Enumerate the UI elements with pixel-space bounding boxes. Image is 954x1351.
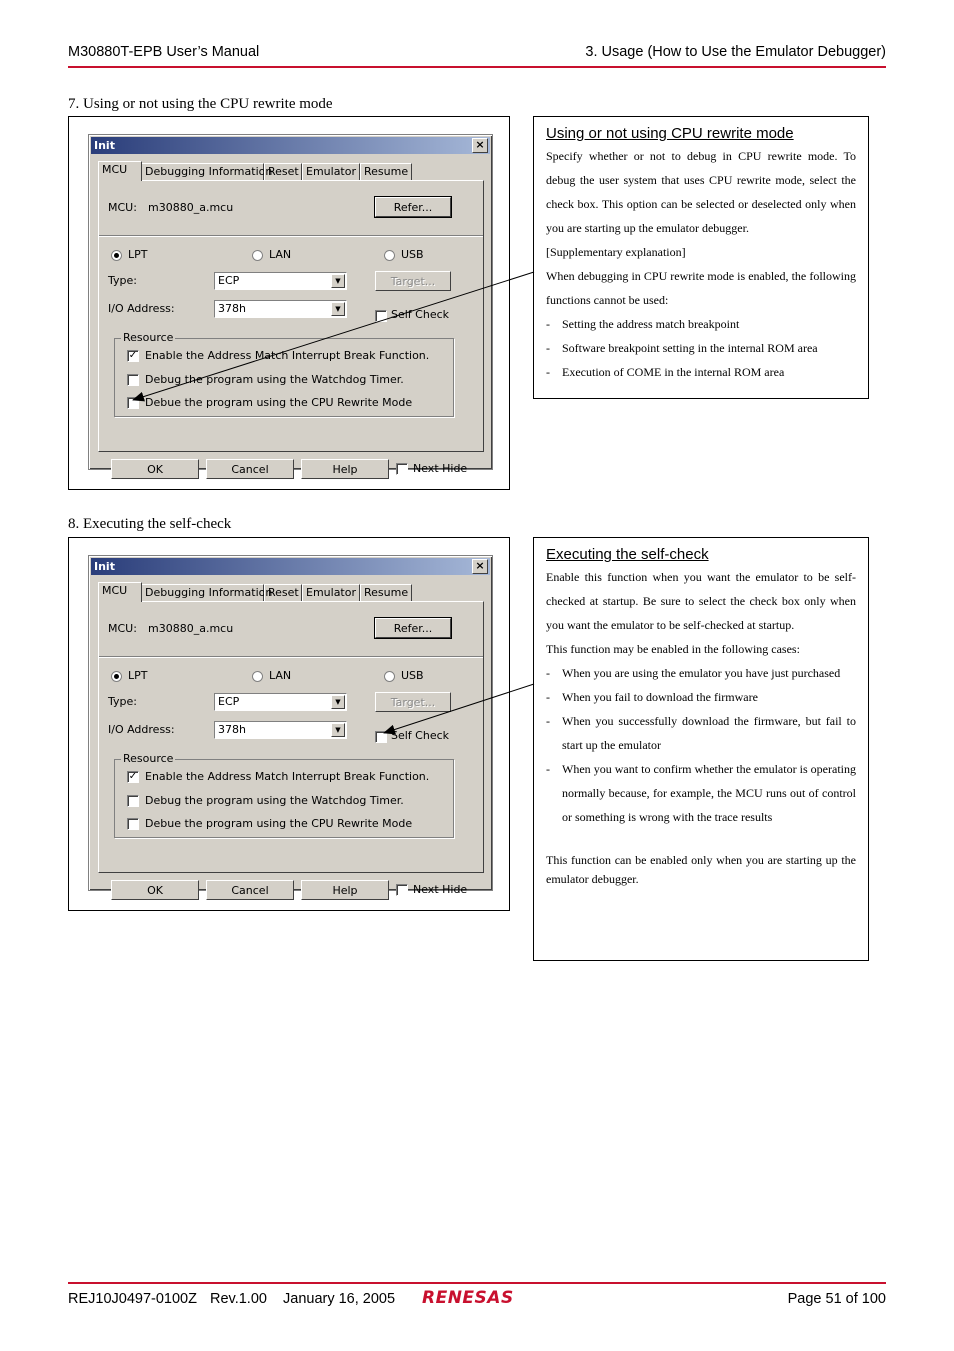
list-dash: - xyxy=(546,341,550,355)
radio-lan-label: LAN xyxy=(269,669,292,682)
list-dash: - xyxy=(546,317,550,331)
list-item-text: Software breakpoint setting in the internal ROM area xyxy=(562,341,818,355)
dialog-title: Init xyxy=(94,139,115,152)
radio-lpt-label: LPT xyxy=(128,669,148,682)
section-title-cpu-rewrite: 7. Using or not using the CPU rewrite mode xyxy=(68,96,333,112)
mcu-label: MCU: xyxy=(108,201,137,214)
list-dash: - xyxy=(546,666,550,680)
cpu-rewrite-label: Debue the program using the CPU Rewrite Mode xyxy=(145,396,413,409)
target-button[interactable]: Target... xyxy=(375,271,451,291)
io-address-value: 378h xyxy=(218,302,246,315)
desc-body: Enable this function when you want the emulator to be self-checked at startup. Be sure to select the check box only when you want the emulator to be self-checked at startup. xyxy=(546,570,856,632)
address-match-checkbox[interactable]: ✓ xyxy=(128,350,138,361)
tab-mcu[interactable]: MCU xyxy=(98,582,142,602)
desc-title: Executing the self-check xyxy=(546,546,709,563)
type-label: Type: xyxy=(108,274,137,287)
list-item-text: When you fail to download the firmware xyxy=(562,690,758,704)
io-address-label: I/O Address: xyxy=(108,723,175,736)
ok-button[interactable]: OK xyxy=(111,880,199,900)
radio-usb-label: USB xyxy=(401,669,424,682)
section-title-self-check: 8. Executing the self-check xyxy=(68,516,232,532)
address-match-label: Enable the Address Match Interrupt Break Function. xyxy=(145,349,430,362)
tab-resume[interactable]: Resume xyxy=(360,584,412,601)
ok-button[interactable]: OK xyxy=(111,459,199,479)
close-icon[interactable]: × xyxy=(472,559,488,574)
radio-usb-label: USB xyxy=(401,248,424,261)
type-select-value: ECP xyxy=(218,274,240,287)
arrow-to-self-check-checkbox xyxy=(384,684,534,733)
cpu-rewrite-label: Debue the program using the CPU Rewrite Mode xyxy=(145,817,413,830)
type-label: Type: xyxy=(108,695,137,708)
chevron-down-icon[interactable]: ▼ xyxy=(331,695,345,709)
list-dash: - xyxy=(546,714,550,728)
chevron-down-icon[interactable]: ▼ xyxy=(331,723,345,737)
list-dash: - xyxy=(546,365,550,379)
note: This function can be enabled only when you are starting up the emulator debugger. xyxy=(546,853,856,886)
io-address-label: I/O Address: xyxy=(108,302,175,315)
mcu-file-value: m30880_a.mcu xyxy=(148,622,234,635)
list-dash: - xyxy=(546,762,550,776)
refer-button[interactable]: Refer... xyxy=(375,197,451,217)
tab-emulator[interactable]: Emulator xyxy=(302,584,360,601)
watchdog-label: Debug the program using the Watchdog Timer. xyxy=(145,794,404,807)
header-chapter-title: 3. Usage (How to Use the Emulator Debugger) xyxy=(585,44,886,60)
supplementary-heading: [Supplementary explanation] xyxy=(546,245,686,259)
footer-page-number: Page 51 of 100 xyxy=(787,1291,886,1307)
list-item-text: When you want to confirm whether the emulator is operating normally because, for example, the MCU runs out of control or something is wrong with the trace results xyxy=(562,762,856,824)
next-hide-label: Next Hide xyxy=(413,462,468,475)
address-match-label: Enable the Address Match Interrupt Break Function. xyxy=(145,770,430,783)
desc-body: Specify whether or not to debug in CPU rewrite mode. To debug the user system that uses CPU rewrite mode, select the check box. This option can be selected or deselected only when you are starting up the emulator debugger. xyxy=(546,149,856,235)
tab-mcu[interactable]: MCU xyxy=(98,161,142,181)
self-check-label: Self Check xyxy=(391,308,450,321)
next-hide-label: Next Hide xyxy=(413,883,468,896)
list-item-text: Execution of COME in the internal ROM area xyxy=(562,365,785,379)
list-item-text: When you successfully download the firmware, but fail to start up the emulator xyxy=(562,714,856,752)
tab-debugging-information[interactable]: Debugging Information xyxy=(141,163,264,180)
mcu-label: MCU: xyxy=(108,622,137,635)
help-button[interactable]: Help xyxy=(301,880,389,900)
supplementary-body: When debugging in CPU rewrite mode is enabled, the following functions cannot be used: xyxy=(546,269,856,307)
help-button[interactable]: Help xyxy=(301,459,389,479)
desc-title: Using or not using CPU rewrite mode xyxy=(546,125,794,142)
radio-lpt-label: LPT xyxy=(128,248,148,261)
type-select-value: ECP xyxy=(218,695,240,708)
self-check-label: Self Check xyxy=(391,729,450,742)
list-item-text: Setting the address match breakpoint xyxy=(562,317,740,331)
mcu-file-value: m30880_a.mcu xyxy=(148,201,234,214)
footer-date: January 16, 2005 xyxy=(283,1291,396,1307)
target-button[interactable]: Target... xyxy=(375,692,451,712)
footer-revision: Rev.1.00 xyxy=(210,1291,267,1307)
io-address-value: 378h xyxy=(218,723,246,736)
close-icon[interactable]: × xyxy=(472,138,488,153)
tab-resume[interactable]: Resume xyxy=(360,163,412,180)
refer-button[interactable]: Refer... xyxy=(375,618,451,638)
list-item-text: When you are using the emulator you have just purchased xyxy=(562,666,841,680)
cancel-button[interactable]: Cancel xyxy=(206,459,294,479)
tab-emulator[interactable]: Emulator xyxy=(302,163,360,180)
resource-group-title: Resource xyxy=(123,331,174,344)
chevron-down-icon[interactable]: ▼ xyxy=(331,274,345,288)
footer-rule xyxy=(68,1282,886,1284)
footer-doc-id: REJ10J0497-0100Z xyxy=(68,1291,197,1307)
cancel-button[interactable]: Cancel xyxy=(206,880,294,900)
chevron-down-icon[interactable]: ▼ xyxy=(331,302,345,316)
tab-debugging-information[interactable]: Debugging Information xyxy=(141,584,264,601)
tab-reset[interactable]: Reset xyxy=(264,163,302,180)
cases-intro: This function may be enabled in the following cases: xyxy=(546,642,800,656)
tab-reset[interactable]: Reset xyxy=(264,584,302,601)
header-manual-title: M30880T-EPB User’s Manual xyxy=(68,44,260,60)
renesas-logo: RENESAS xyxy=(422,1288,514,1308)
list-dash: - xyxy=(546,690,550,704)
arrow-to-cpu-rewrite-checkbox xyxy=(133,272,534,400)
dialog-title: Init xyxy=(94,560,115,573)
resource-group-title: Resource xyxy=(123,752,174,765)
address-match-checkbox[interactable]: ✓ xyxy=(128,771,138,782)
radio-lan-label: LAN xyxy=(269,248,292,261)
watchdog-label: Debug the program using the Watchdog Timer. xyxy=(145,373,404,386)
